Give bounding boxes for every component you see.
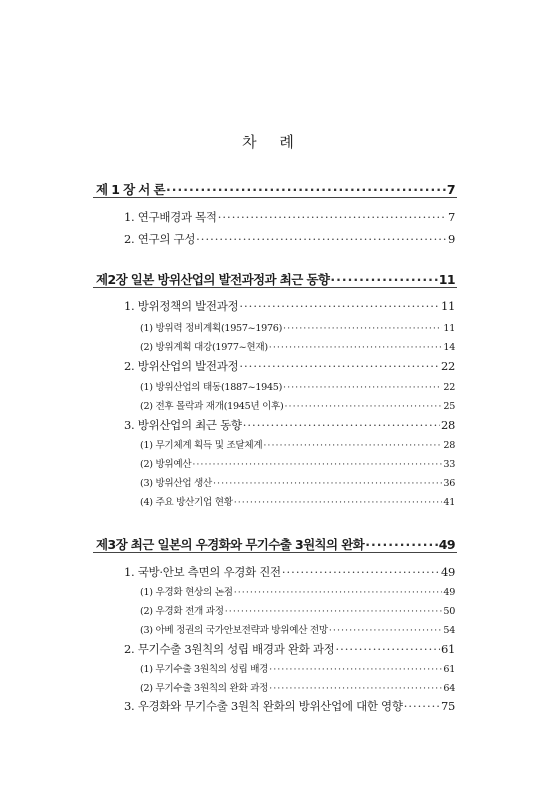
section-label: 2. 연구의 구성 bbox=[124, 232, 196, 246]
section-label: 3. 우경화와 무기수출 3원칙 완화의 방위산업에 대한 영향 bbox=[124, 699, 403, 713]
page-number: 7 bbox=[447, 210, 455, 224]
page-number: 50 bbox=[443, 606, 455, 617]
toc-sub-2-3-3[interactable] bbox=[140, 475, 455, 489]
toc-sub-2-1-1[interactable] bbox=[140, 320, 455, 334]
section-label: 1. 방위정책의 발전과정 bbox=[124, 299, 239, 313]
chapter-label: 제2장 일본 방위산업의 발전과정과 최근 동향 bbox=[96, 272, 330, 287]
subsection-label: (2) 무기수출 3원칙의 완화 과정 bbox=[140, 683, 269, 694]
toc-section-3-1[interactable] bbox=[124, 564, 455, 580]
dot-leader bbox=[166, 182, 446, 197]
section-label: 1. 국방·안보 측면의 우경화 진전 bbox=[124, 565, 281, 579]
page-number: 28 bbox=[443, 440, 455, 451]
page-number: 11 bbox=[443, 323, 455, 334]
toc-sub-2-3-4[interactable] bbox=[140, 494, 455, 508]
page-number: 28 bbox=[440, 418, 455, 432]
dot-leader bbox=[225, 606, 443, 617]
chapter-rule bbox=[93, 552, 457, 553]
dot-leader bbox=[218, 210, 447, 224]
toc-sub-2-3-2[interactable] bbox=[140, 456, 455, 470]
section-label: 2. 무기수출 3원칙의 성립 배경과 완화 과정 bbox=[124, 642, 335, 656]
chapter-label: 제 1 장 서 론 bbox=[96, 182, 166, 197]
section-label: 3. 방위산업의 최근 동향 bbox=[124, 418, 242, 432]
page-number: 49 bbox=[443, 587, 455, 598]
toc-sub-3-2-2[interactable] bbox=[140, 680, 455, 694]
page-number: 49 bbox=[440, 565, 455, 579]
page-number: 22 bbox=[443, 382, 455, 393]
toc-chapter-3[interactable] bbox=[96, 535, 455, 553]
dot-leader bbox=[213, 478, 442, 489]
dot-leader bbox=[239, 359, 440, 373]
toc-chapter-2[interactable] bbox=[96, 270, 455, 288]
toc-sub-2-1-2[interactable] bbox=[140, 339, 455, 353]
section-label: 2. 방위산업의 발전과정 bbox=[124, 359, 239, 373]
dot-leader bbox=[239, 299, 440, 313]
page-number: 49 bbox=[438, 537, 455, 552]
page-number: 33 bbox=[443, 459, 455, 470]
page-number: 22 bbox=[440, 359, 455, 373]
dot-leader bbox=[282, 565, 440, 579]
toc-sub-3-1-2[interactable] bbox=[140, 603, 455, 617]
toc-sub-3-2-1[interactable] bbox=[140, 661, 455, 675]
subsection-label: (1) 무기수출 3원칙의 성립 배경 bbox=[140, 664, 269, 675]
page-number: 64 bbox=[443, 683, 455, 694]
toc-section-2-2[interactable] bbox=[124, 358, 455, 374]
page-number: 61 bbox=[440, 642, 455, 656]
dot-leader bbox=[365, 537, 438, 552]
toc-sub-2-2-2[interactable] bbox=[140, 398, 455, 412]
subsection-label: (1) 무기체계 획득 및 조달체계 bbox=[140, 440, 263, 451]
toc-section-3-2[interactable] bbox=[124, 641, 455, 657]
dot-leader bbox=[404, 699, 440, 713]
dot-leader bbox=[283, 382, 442, 393]
chapter-rule bbox=[93, 197, 457, 198]
dot-leader bbox=[283, 323, 442, 334]
subsection-label: (2) 방위예산 bbox=[140, 459, 192, 470]
toc-section-2-1[interactable] bbox=[124, 298, 455, 314]
dot-leader bbox=[269, 342, 443, 353]
page-number: 75 bbox=[440, 699, 455, 713]
page-number: 25 bbox=[443, 401, 455, 412]
page-number: 14 bbox=[443, 342, 455, 353]
subsection-label: (1) 우경화 현상의 논점 bbox=[140, 587, 233, 598]
chapter-label: 제3장 최근 일본의 우경화와 무기수출 3원칙의 완화 bbox=[96, 537, 365, 552]
subsection-label: (3) 아베 정권의 국가안보전략과 방위예산 전망 bbox=[140, 625, 328, 636]
dot-leader bbox=[263, 440, 442, 451]
subsection-label: (1) 방위력 정비계획(1957~1976) bbox=[140, 323, 283, 334]
page-number: 36 bbox=[443, 478, 455, 489]
chapter-rule bbox=[93, 287, 457, 288]
toc-section-2-3[interactable] bbox=[124, 417, 455, 433]
page-number: 7 bbox=[446, 182, 455, 197]
section-label: 1. 연구배경과 목적 bbox=[124, 210, 217, 224]
dot-leader bbox=[269, 664, 442, 675]
page-number: 54 bbox=[443, 625, 455, 636]
toc-title: 차 례 bbox=[242, 133, 303, 151]
subsection-label: (3) 방위산업 생산 bbox=[140, 478, 212, 489]
dot-leader bbox=[196, 232, 447, 246]
toc-sub-2-3-1[interactable] bbox=[140, 437, 455, 451]
toc-sub-3-1-3[interactable] bbox=[140, 622, 455, 636]
dot-leader bbox=[329, 625, 443, 636]
subsection-label: (2) 방위계획 대강(1977~현재) bbox=[140, 342, 268, 353]
dot-leader bbox=[335, 642, 439, 656]
dot-leader bbox=[284, 401, 442, 412]
page-number: 11 bbox=[440, 299, 455, 313]
toc-section-3-3[interactable] bbox=[124, 698, 455, 714]
page-number: 11 bbox=[438, 272, 455, 287]
subsection-label: (1) 방위산업의 태동(1887~1945) bbox=[140, 382, 283, 393]
subsection-label: (2) 우경화 전개 과정 bbox=[140, 606, 224, 617]
toc-sub-3-1-1[interactable] bbox=[140, 584, 455, 598]
dot-leader bbox=[234, 497, 443, 508]
page-number: 41 bbox=[443, 497, 455, 508]
dot-leader bbox=[243, 418, 440, 432]
toc-section-1-2[interactable] bbox=[124, 231, 455, 247]
subsection-label: (4) 주요 방산기업 현황 bbox=[140, 497, 233, 508]
dot-leader bbox=[192, 459, 442, 470]
dot-leader bbox=[330, 272, 437, 287]
toc-section-1-1[interactable] bbox=[124, 209, 455, 225]
dot-leader bbox=[234, 587, 443, 598]
subsection-label: (2) 전후 몰락과 재개(1945년 이후) bbox=[140, 401, 284, 412]
dot-leader bbox=[269, 683, 442, 694]
toc-sub-2-2-1[interactable] bbox=[140, 379, 455, 393]
toc-chapter-1[interactable] bbox=[96, 180, 455, 198]
page-number: 61 bbox=[443, 664, 455, 675]
page-number: 9 bbox=[447, 232, 455, 246]
